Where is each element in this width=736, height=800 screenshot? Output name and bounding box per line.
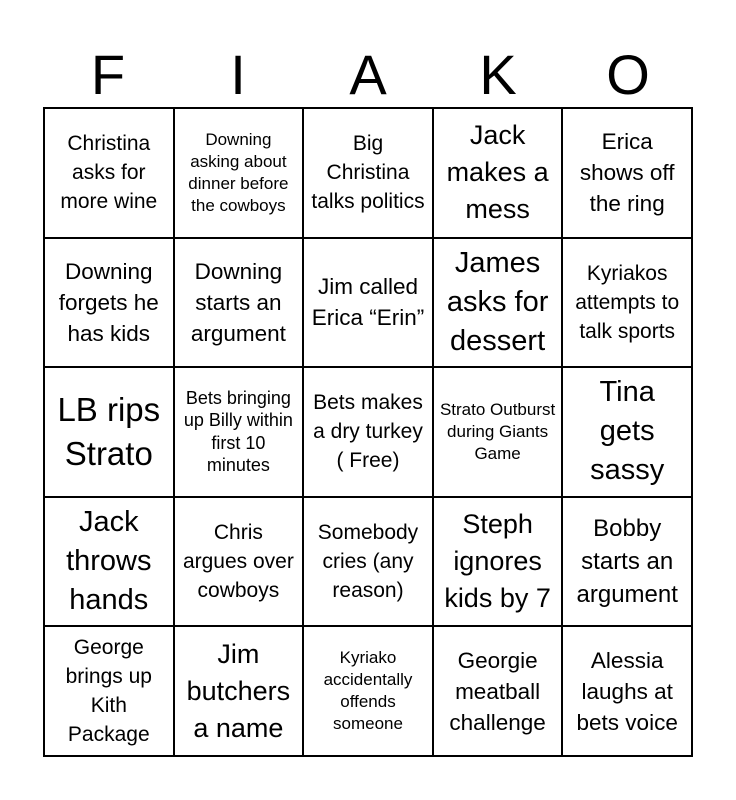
bingo-cell[interactable] bbox=[303, 367, 433, 497]
bingo-cell-text: George brings up Kith Package bbox=[65, 636, 152, 747]
bingo-cell[interactable] bbox=[562, 497, 692, 627]
bingo-cell[interactable] bbox=[174, 626, 304, 756]
header-letter-a: A bbox=[349, 43, 387, 106]
bingo-cell-text: Jim called Erica “Erin” bbox=[311, 274, 425, 331]
bingo-cell-text: LB rips Strato bbox=[57, 390, 161, 472]
bingo-cell-text: Strato Outburst during Giants Game bbox=[439, 399, 556, 463]
bingo-cell-text: Jack throws hands bbox=[66, 506, 152, 617]
bingo-cell-text: Georgie meatball challenge bbox=[449, 647, 546, 735]
header-letter-i: I bbox=[230, 43, 246, 106]
bingo-cell-text: Bets bringing up Billy within first 10 minutes bbox=[183, 387, 293, 476]
bingo-cell[interactable] bbox=[562, 108, 692, 238]
bingo-cell-text: Jim butchers a name bbox=[186, 638, 291, 743]
bingo-cell[interactable] bbox=[44, 367, 174, 497]
bingo-cell-text: Downing asking about dinner before the cowboys bbox=[188, 129, 289, 215]
bingo-cell-text: Christina asks for more wine bbox=[60, 132, 158, 214]
bingo-cell[interactable] bbox=[562, 626, 692, 756]
bingo-cell[interactable] bbox=[44, 626, 174, 756]
bingo-cell[interactable] bbox=[562, 238, 692, 368]
bingo-header bbox=[43, 44, 693, 106]
bingo-cell[interactable] bbox=[433, 626, 563, 756]
bingo-cell[interactable] bbox=[44, 238, 174, 368]
bingo-cell[interactable] bbox=[174, 238, 304, 368]
bingo-cell[interactable] bbox=[44, 108, 174, 238]
header-letter-o: O bbox=[606, 43, 650, 106]
bingo-cell-text: Alessia laughs at bets voice bbox=[576, 647, 678, 735]
bingo-cell[interactable] bbox=[433, 238, 563, 368]
bingo-cell-text: Kyriako accidentally offends someone bbox=[323, 648, 413, 734]
bingo-cell[interactable] bbox=[433, 367, 563, 497]
bingo-cell-text: James asks for dessert bbox=[446, 246, 549, 357]
bingo-cell-text: Tina gets sassy bbox=[590, 376, 665, 487]
header-letter-f: F bbox=[90, 43, 126, 106]
bingo-cell-text: Bobby starts an argument bbox=[576, 515, 678, 609]
bingo-cell[interactable] bbox=[433, 108, 563, 238]
bingo-cell[interactable] bbox=[174, 108, 304, 238]
bingo-cell-text: Chris argues over cowboys bbox=[182, 521, 294, 603]
bingo-cell-text: Jack makes a mess bbox=[446, 120, 549, 225]
bingo-cell[interactable] bbox=[303, 108, 433, 238]
bingo-cell-text: Downing forgets he has kids bbox=[58, 258, 159, 346]
bingo-cell[interactable] bbox=[562, 367, 692, 497]
bingo-cell[interactable] bbox=[174, 497, 304, 627]
bingo-cell[interactable] bbox=[303, 626, 433, 756]
bingo-cell-text: Downing starts an argument bbox=[190, 258, 286, 346]
bingo-card-grid bbox=[43, 107, 693, 757]
bingo-cell[interactable] bbox=[433, 497, 563, 627]
bingo-cell-text: Big Christina talks politics bbox=[311, 132, 425, 214]
bingo-cell-text: Erica shows off the ring bbox=[579, 129, 675, 217]
bingo-cell[interactable] bbox=[303, 238, 433, 368]
bingo-cell[interactable] bbox=[303, 497, 433, 627]
bingo-cell-text: Somebody cries (any reason) bbox=[317, 521, 419, 603]
bingo-cell[interactable] bbox=[44, 497, 174, 627]
bingo-cell[interactable] bbox=[174, 367, 304, 497]
bingo-cell-text: Steph ignores kids by 7 bbox=[444, 509, 551, 614]
header-letter-k: K bbox=[479, 43, 517, 106]
bingo-cell-text: Kyriakos attempts to talk sports bbox=[575, 261, 680, 343]
bingo-cell-text: Bets makes a dry turkey ( Free) bbox=[313, 391, 423, 473]
